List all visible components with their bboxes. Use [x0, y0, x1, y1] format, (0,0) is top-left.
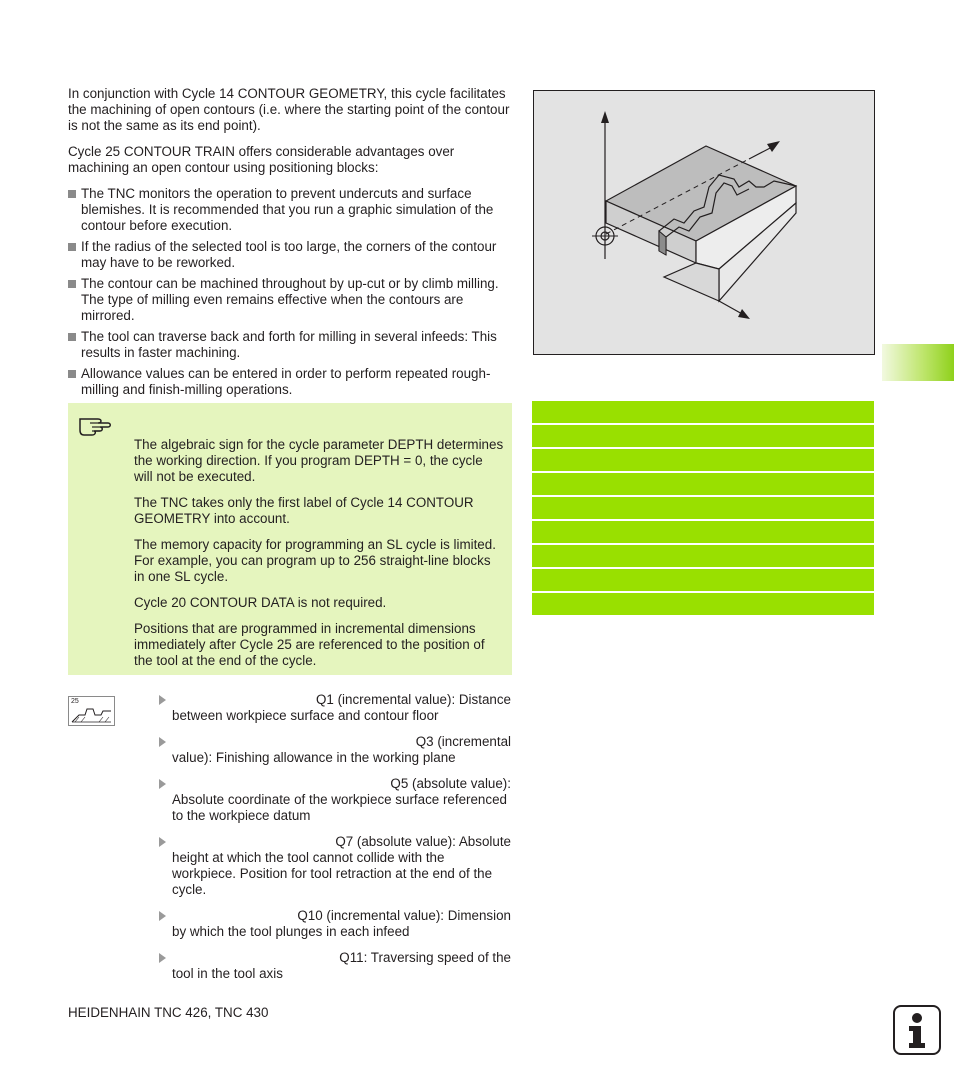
parameter-lead: Q5 (absolute value):	[390, 776, 511, 791]
intro-paragraph-2: Cycle 25 CONTOUR TRAIN offers considerable advantages over machining an open contour using positioning blocks:	[68, 144, 455, 175]
workpiece-illustration	[534, 91, 874, 354]
parameter-lead: Q11: Traversing speed of the	[339, 950, 511, 965]
info-icon[interactable]	[893, 1005, 941, 1055]
parameter-lead: Q10 (incremental value): Dimension	[297, 908, 511, 923]
intro-paragraph-1: In conjunction with Cycle 14 CONTOUR GEOMETRY, this cycle facilitates the machining of open contours (i.e. where the starting point of the contour is not the same as its end point).	[68, 86, 510, 133]
parameter-lead: Q3 (incremental	[415, 734, 511, 749]
parameter-item	[159, 734, 511, 766]
program-bars	[532, 401, 874, 617]
parameter-text: tool in the tool axis	[172, 966, 283, 981]
page-footer: HEIDENHAIN TNC 426, TNC 430	[68, 1005, 269, 1020]
parameter-text: between workpiece surface and contour floor	[172, 708, 439, 723]
parameter-text: by which the tool plunges in each infeed	[172, 924, 410, 939]
intro-section	[68, 86, 513, 403]
note-box	[68, 403, 512, 675]
program-bar	[532, 545, 874, 567]
parameter-lead: Q1 (incremental value): Distance	[316, 692, 511, 707]
program-bar	[532, 425, 874, 447]
bullet-item: The TNC monitors the operation to prevent undercuts and surface blemishes. It is recommended that you run a graphic simulation of the contour before execution.	[68, 186, 513, 234]
triangle-bullet-icon	[159, 911, 166, 921]
cycle-number: 25	[71, 698, 79, 705]
bullet-item: If the radius of the selected tool is too large, the corners of the contour may have to be reworked.	[68, 239, 513, 271]
cycle-25-icon	[68, 696, 115, 726]
chapter-tab	[882, 344, 954, 381]
bullet-item: The tool can traverse back and forth for milling in several infeeds: This results in faster machining.	[68, 329, 513, 361]
parameter-text: value): Finishing allowance in the working plane	[172, 750, 456, 765]
note-item: The TNC takes only the first label of Cycle 14 CONTOUR GEOMETRY into account.	[134, 495, 474, 526]
parameter-item	[159, 950, 511, 982]
program-bar	[532, 401, 874, 423]
parameter-text: height at which the tool cannot collide with the workpiece. Position for tool retraction at the end of the cycle.	[172, 850, 493, 897]
parameter-item	[159, 692, 511, 724]
contour-train-figure	[533, 90, 875, 355]
program-bar	[532, 593, 874, 615]
hand-pointing-icon	[78, 413, 114, 441]
triangle-bullet-icon	[159, 779, 166, 789]
note-item: The memory capacity for programming an SL cycle is limited. For example, you can program up to 256 straight-line blocks in one SL cycle.	[134, 537, 496, 584]
triangle-bullet-icon	[159, 695, 166, 705]
note-item: Positions that are programmed in incremental dimensions immediately after Cycle 25 are referenced to the position of the tool at the end of the cycle.	[134, 621, 485, 668]
program-bar	[532, 497, 874, 519]
bullet-item: Allowance values can be entered in order to perform repeated rough-milling and finish-milling operations.	[68, 366, 513, 398]
triangle-bullet-icon	[159, 837, 166, 847]
triangle-bullet-icon	[159, 953, 166, 963]
program-bar	[532, 521, 874, 543]
parameter-item	[159, 908, 511, 940]
parameter-lead: Q7 (absolute value): Absolute	[335, 834, 511, 849]
program-bar	[532, 449, 874, 471]
program-bar	[532, 473, 874, 495]
triangle-bullet-icon	[159, 737, 166, 747]
bullet-item: The contour can be machined throughout by up-cut or by climb milling. The type of milling even remains effective when the contours are mirrored.	[68, 276, 513, 324]
program-bar	[532, 569, 874, 591]
parameter-item	[159, 834, 511, 898]
note-item: Cycle 20 CONTOUR DATA is not required.	[134, 595, 387, 610]
note-item: The algebraic sign for the cycle parameter DEPTH determines the working direction. If you program DEPTH = 0, the cycle will not be executed.	[134, 437, 504, 484]
cycle-contour-graphic	[69, 697, 114, 725]
parameter-item	[159, 776, 511, 824]
cycle-parameters	[159, 692, 511, 992]
parameter-text: Absolute coordinate of the workpiece surface referenced to the workpiece datum	[172, 792, 507, 823]
